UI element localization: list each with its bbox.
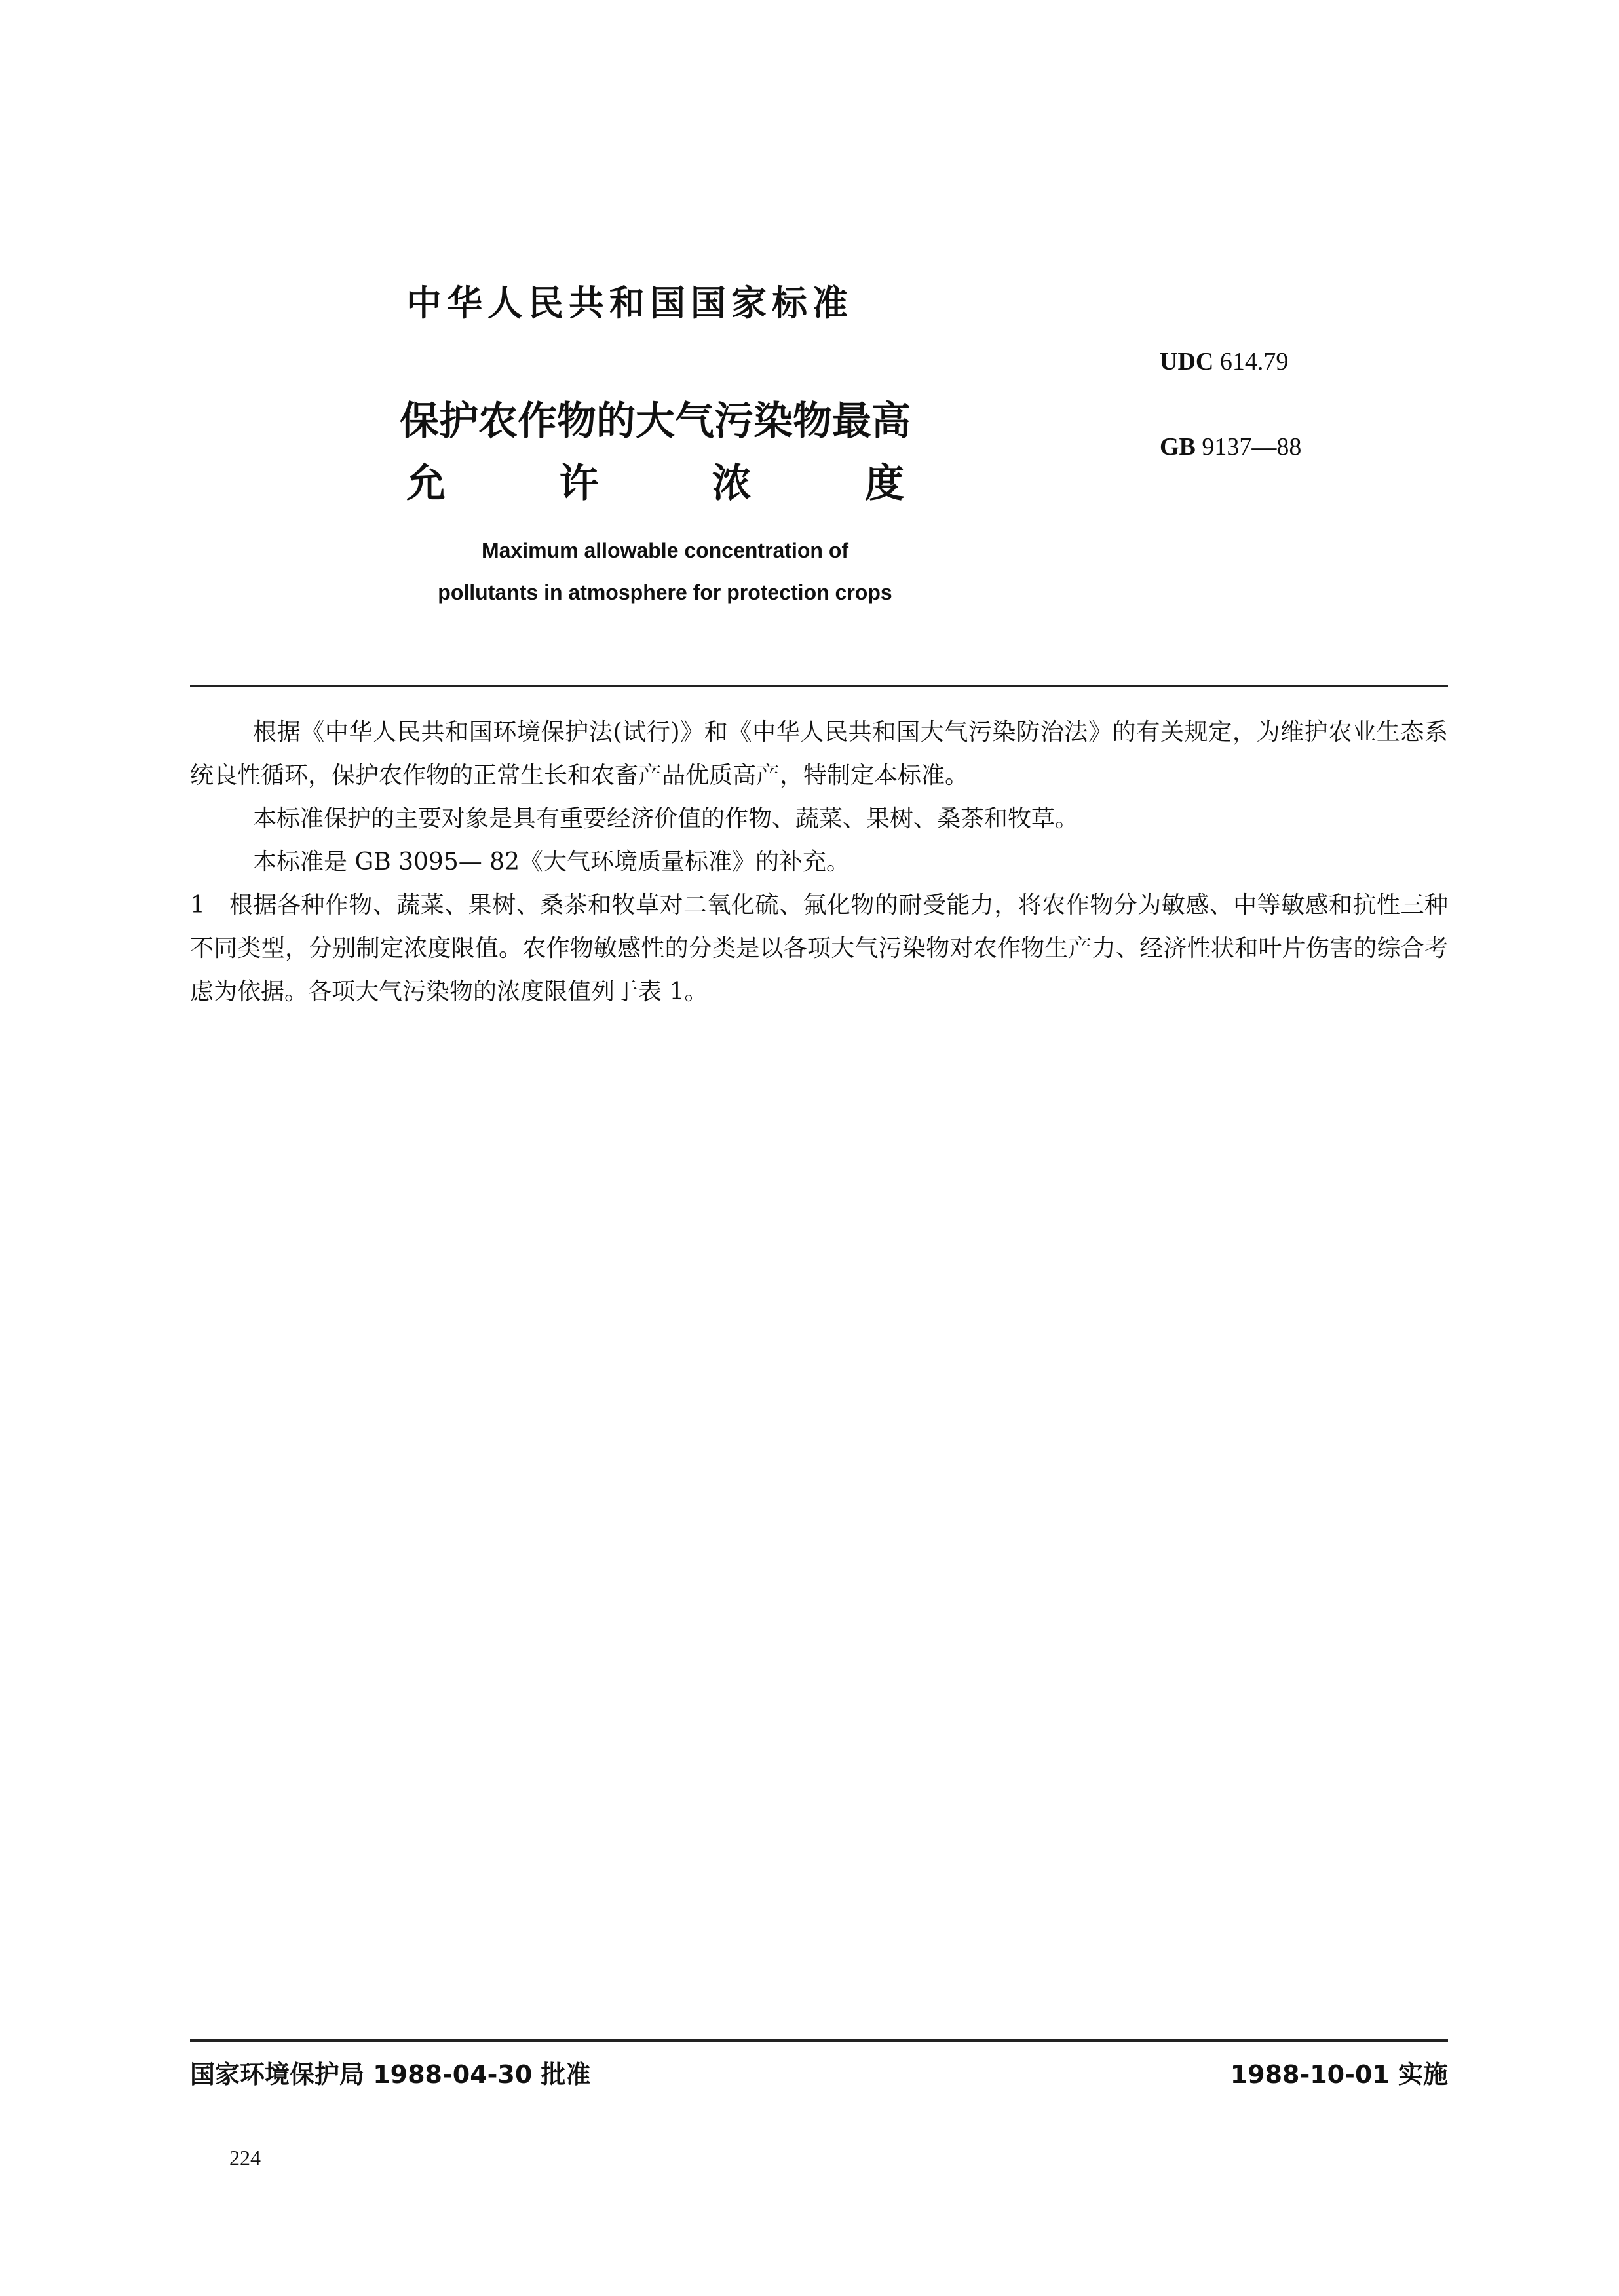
body-paragraph: 本标准保护的主要对象是具有重要经济价值的作物、蔬菜、果树、桑茶和牧草。 <box>253 805 1079 832</box>
page-number: 224 <box>229 2146 261 2170</box>
title-char: 度 <box>864 461 904 507</box>
title-english-line1: Maximum allowable concentration of <box>481 539 849 562</box>
document-body <box>190 711 1448 1014</box>
effective-date-note: 1988-10-01 实施 <box>1230 2060 1448 2089</box>
title-char: 许 <box>559 461 599 507</box>
title-english-line2: pollutants in atmosphere for protection crops <box>438 581 892 604</box>
title-chinese-line2 <box>406 452 904 508</box>
clause-1: 1 根据各种作物、蔬菜、果树、桑茶和牧草对二氧化硫、氟化物的耐受能力，将农作物分为敏感、中等敏感和抗性三种不同类型，分别制定浓度限值。农作物敏感性的分类是以各项大气污染物对农作物生产力、经济性状和叶片伤害的综合考虑为依据。各项大气污染物的浓度限值列于表 1。 <box>190 892 1448 1005</box>
title-chinese-line1: 保护农作物的大气污染物最高 <box>400 398 911 444</box>
top-divider <box>190 685 1448 687</box>
gb-number <box>1160 432 1301 461</box>
udc-label: UDC <box>1160 348 1214 375</box>
gb-label: GB <box>1160 433 1196 461</box>
title-english <box>406 529 924 613</box>
body-paragraph: 本标准是 GB 3095— 82《大气环境质量标准》的补充。 <box>253 849 850 875</box>
udc-value: 614.79 <box>1219 348 1289 375</box>
body-paragraph: 根据《中华人民共和国环境保护法(试行)》和《中华人民共和国大气污染防治法》的有关规定，为维护农业生态系统良性循环，保护农作物的正常生长和农畜产品优质高产，特制定本标准。 <box>190 719 1448 789</box>
gb-value: 9137—88 <box>1202 433 1302 461</box>
bottom-divider <box>190 2039 1448 2042</box>
title-char: 允 <box>406 461 446 507</box>
title-char: 浓 <box>712 461 752 507</box>
udc-code <box>1160 347 1288 376</box>
approval-note: 国家环境保护局 1988-04-30 批准 <box>190 2060 591 2089</box>
standard-type-heading: 中华人民共和国国家标准 <box>406 282 853 324</box>
